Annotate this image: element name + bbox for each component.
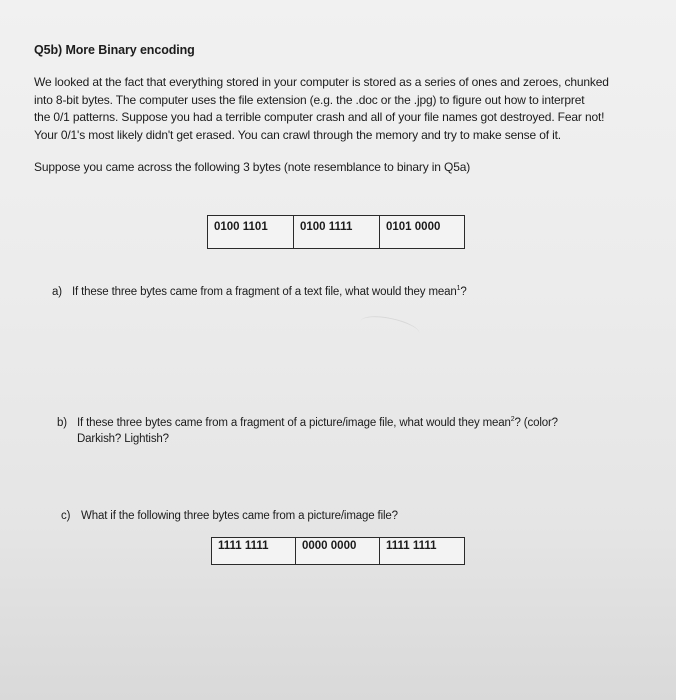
question-b-label: b): [57, 416, 67, 429]
byte-cell: 0100 1111: [294, 216, 380, 248]
question-a: [52, 281, 467, 300]
question-a-end: ?: [460, 285, 467, 298]
suppose-text: Suppose you came across the following 3 bytes (note resemblance to binary in Q5a): [34, 160, 471, 174]
byte-cell: 0100 1101: [208, 216, 294, 248]
section-heading: Q5b) More Binary encoding: [34, 43, 195, 57]
bytes-table-1: [207, 215, 465, 249]
bytes-table-2: [211, 537, 465, 565]
question-c: [61, 508, 398, 524]
footnote-marker: 2: [510, 416, 515, 423]
footnote-marker: 1: [456, 285, 461, 292]
question-b-line2: Darkish? Lightish?: [77, 432, 169, 445]
question-a-label: a): [52, 285, 62, 298]
byte-cell: 1111 1111: [212, 538, 296, 564]
intro-line: We looked at the fact that everything stored in your computer is stored as a series of ones and zeroes, chunked: [34, 75, 609, 89]
intro-line: the 0/1 patterns. Suppose you had a terrible computer crash and all of your file names got destroyed. Fear not!: [34, 110, 605, 124]
intro-line: Your 0/1's most likely didn't get erased. You can crawl through the memory and try to make sense of it.: [34, 127, 561, 142]
faint-pen-mark: [359, 312, 422, 343]
question-b-text: If these three bytes came from a fragment of a picture/image file, what would they mean: [77, 416, 511, 429]
byte-cell: 0000 0000: [296, 538, 380, 564]
question-c-text: What if the following three bytes came from a picture/image file?: [81, 510, 398, 522]
question-b: [57, 412, 637, 447]
intro-paragraph: [34, 74, 654, 144]
intro-line: into 8-bit bytes. The computer uses the file extension (e.g. the .doc or the .jpg) to figure out how to interpret: [34, 92, 585, 107]
byte-cell: 1111 1111: [386, 540, 437, 552]
question-c-label: c): [61, 510, 71, 522]
question-a-text: If these three bytes came from a fragment of a text file, what would they mean: [72, 285, 457, 298]
question-b-end: ? (color?: [514, 416, 558, 429]
byte-cell: 0101 0000: [386, 221, 441, 233]
